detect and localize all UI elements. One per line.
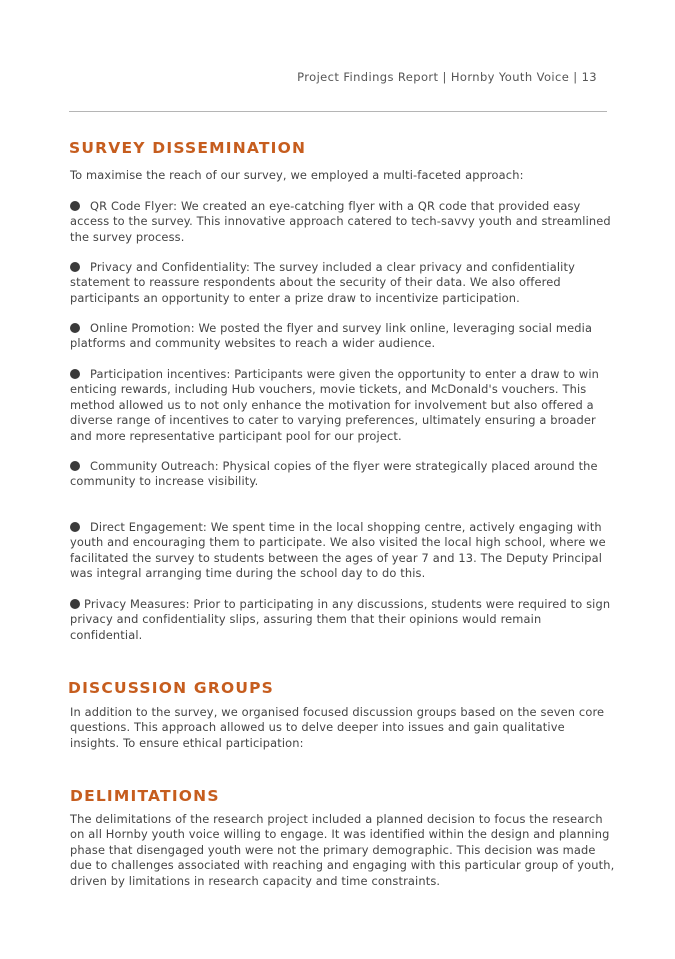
header-divider xyxy=(69,111,607,112)
discussion-paragraph xyxy=(70,705,615,751)
delimitations-text: The delimitations of the research project included a planned decision to focus the research on all Hornby youth voice willing to engage. It was identified within the design and planning phase that disengaged youth were not the primary demographic. This decision was made due to challenges associated with reaching and engaging with this particular group of youth, driven by limitations in research capacity and time constraints. xyxy=(70,812,615,888)
bullet-item xyxy=(70,520,615,582)
bullet-text: Privacy and Confidentiality: The survey included a clear privacy and confidentiality statement to reassure respondents about the security of their data. We also offered participants an opportunity to enter a prize draw to incentivize participation. xyxy=(70,260,575,305)
bullet-text: Participation incentives: Participants were given the opportunity to enter a draw to win enticing rewards, including Hub vouchers, movie tickets, and McDonald's vouchers. This method allowed us to not only enhance the motivation for involvement but also offered a diverse range of incentives to cater to varying preferences, ultimately ensuring a broader and more representative participant pool for our project. xyxy=(70,367,600,443)
running-header: Project Findings Report | Hornby Youth Voice | 13 xyxy=(297,70,597,84)
bullet-text: Community Outreach: Physical copies of the flyer were strategically placed around the community to increase visibility. xyxy=(70,459,598,489)
bullet-item xyxy=(70,459,615,490)
bullet-icon xyxy=(70,262,80,272)
survey-intro-text: To maximise the reach of our survey, we employed a multi-faceted approach: xyxy=(70,168,524,182)
bullet-icon xyxy=(70,201,80,211)
bullet-text: Privacy Measures: Prior to participating in any discussions, students were required to sign privacy and confidentiality slips, assuring them that their opinions would remain confidential. xyxy=(70,597,611,642)
bullet-item xyxy=(70,367,615,444)
bullet-icon xyxy=(70,599,80,609)
delimitations-paragraph xyxy=(70,812,615,889)
section-heading-discussion-groups: DISCUSSION GROUPS xyxy=(68,679,275,697)
bullet-item xyxy=(70,321,615,352)
bullet-item xyxy=(70,260,615,306)
bullet-item xyxy=(70,597,615,643)
bullet-item xyxy=(70,199,615,245)
bullet-text: Direct Engagement: We spent time in the local shopping centre, actively engaging with youth and encouraging them to participate. We also visited the local high school, where we facilitated the survey to students between the ages of year 7 and 13. The Deputy Principal was integral arranging time during the school day to do this. xyxy=(70,520,606,581)
discussion-text: In addition to the survey, we organised focused discussion groups based on the seven core questions. This approach allowed us to delve deeper into issues and gain qualitative insights. To ensure ethical participation: xyxy=(70,705,605,750)
bullet-icon xyxy=(70,522,80,532)
bullet-icon xyxy=(70,461,80,471)
section-heading-delimitations: DELIMITATIONS xyxy=(70,787,220,805)
bullet-icon xyxy=(70,369,80,379)
bullet-text: QR Code Flyer: We created an eye-catching flyer with a QR code that provided easy access to the survey. This innovative approach catered to tech-savvy youth and streamlined the survey process. xyxy=(70,199,611,244)
survey-intro xyxy=(70,168,615,183)
section-heading-survey-dissemination: SURVEY DISSEMINATION xyxy=(69,139,307,157)
bullet-text: Online Promotion: We posted the flyer and survey link online, leveraging social media platforms and community websites to reach a wider audience. xyxy=(70,321,593,351)
bullet-icon xyxy=(70,323,80,333)
